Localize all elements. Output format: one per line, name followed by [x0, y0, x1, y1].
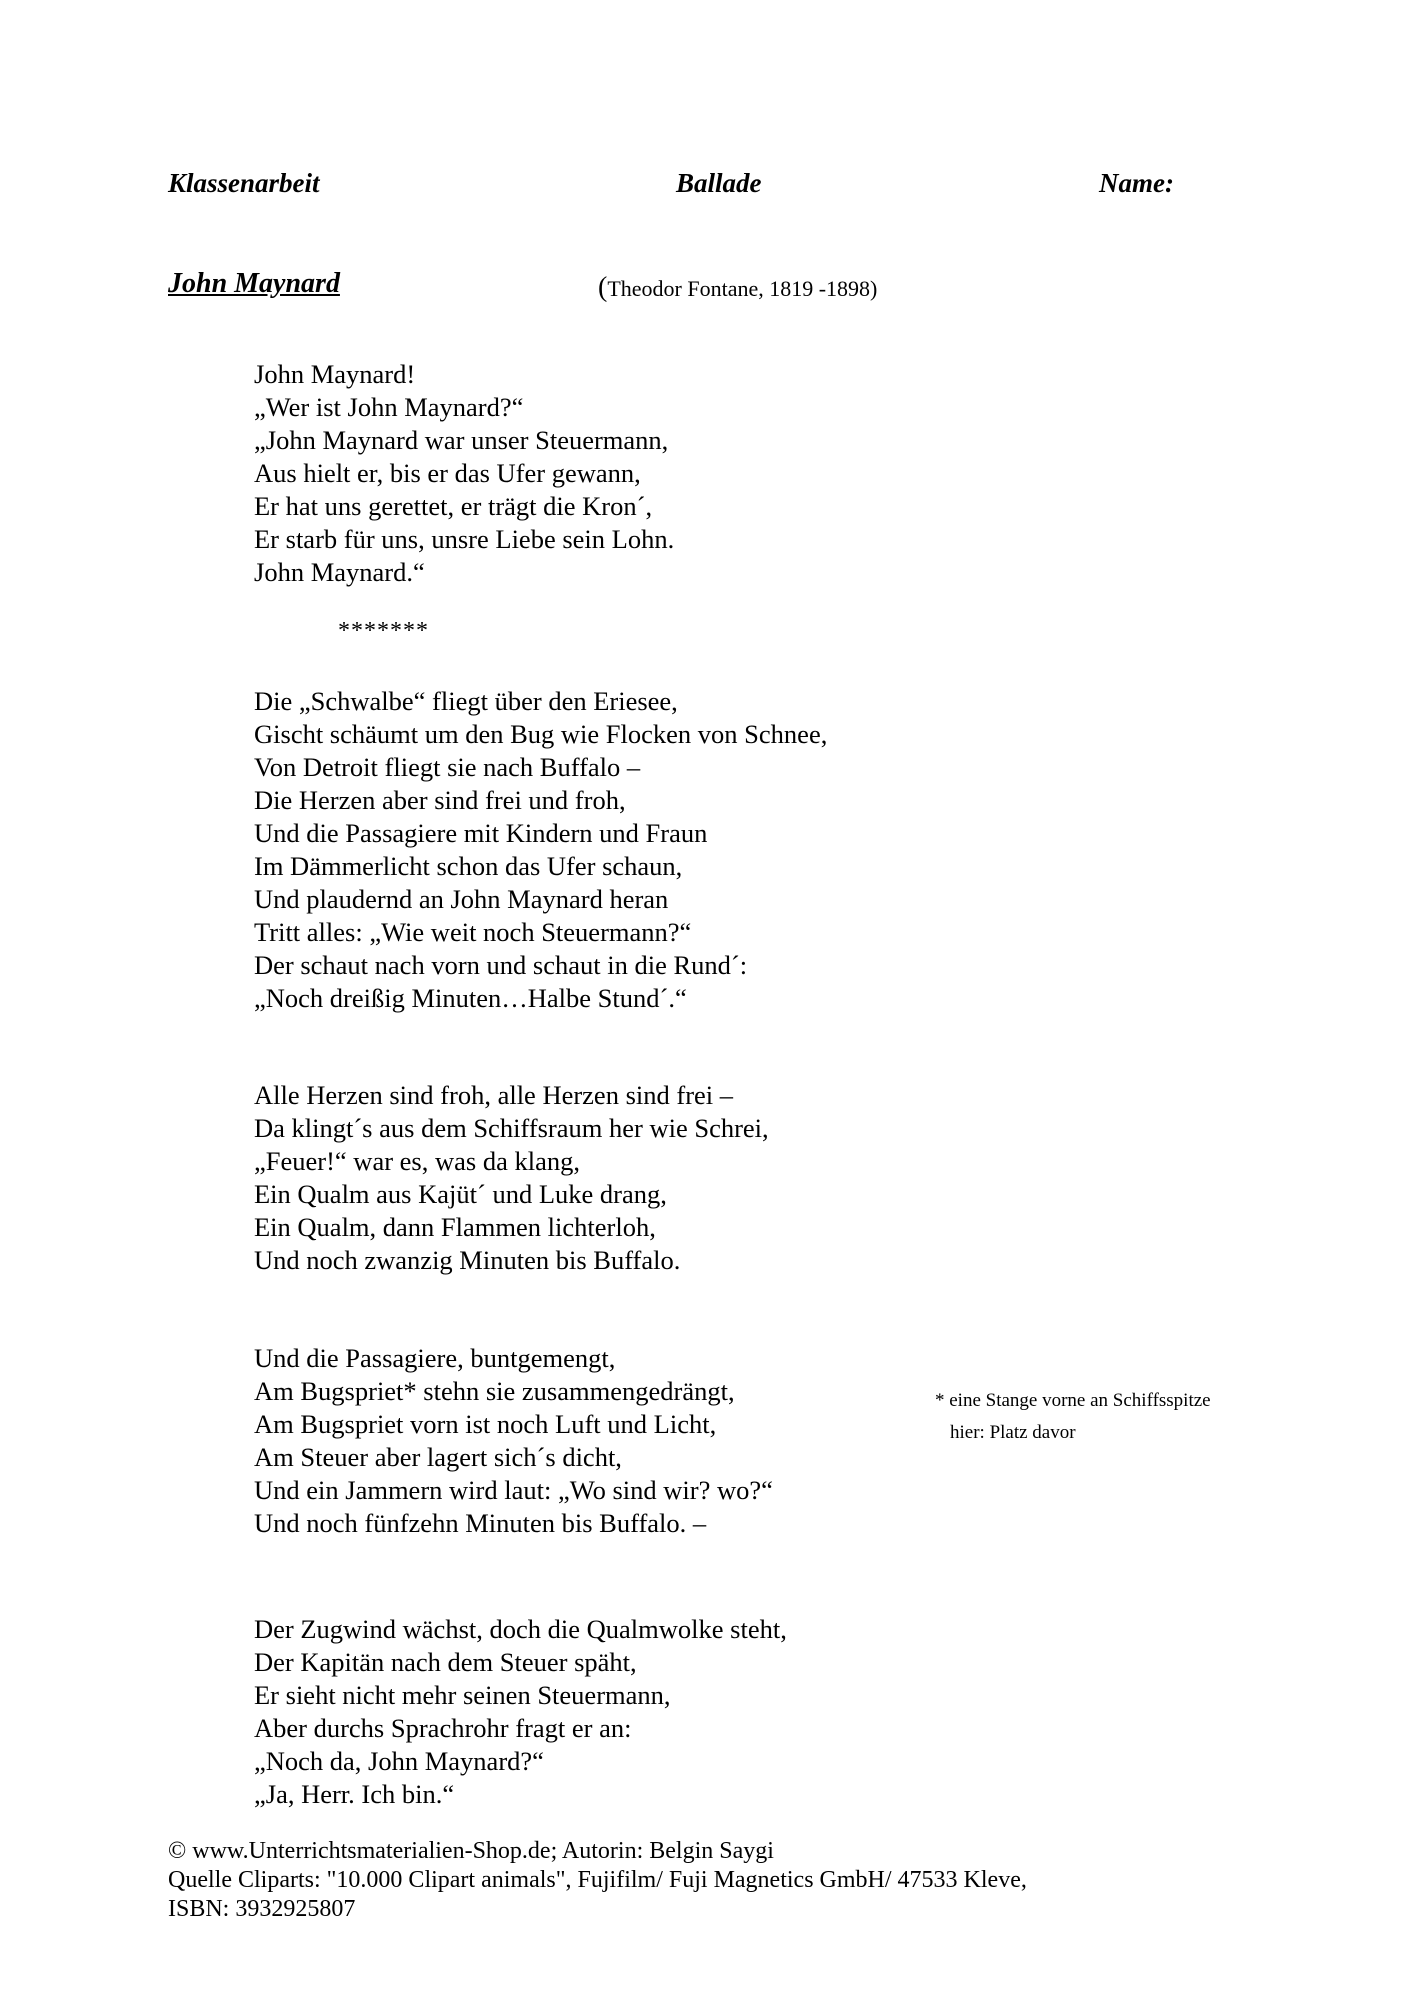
verse-line: „Noch dreißig Minuten…Halbe Stund´.“ [254, 983, 687, 1013]
stanza-4 [254, 1342, 1014, 1540]
verse-line: Tritt alles: „Wie weit noch Steuermann?“ [254, 917, 692, 947]
verse-line: Am Steuer aber lagert sich´s dicht, [254, 1442, 622, 1472]
header-center: Ballade [676, 168, 762, 198]
verse-line: „Feuer!“ war es, was da klang, [254, 1146, 580, 1176]
footer-copyright: © www.Unterrichtsmaterialien-Shop.de; Autorin: Belgin Saygi [168, 1838, 774, 1864]
verse-line: Ein Qualm, dann Flammen lichterloh, [254, 1212, 656, 1242]
verse-line: Und ein Jammern wird laut: „Wo sind wir? wo?“ [254, 1475, 773, 1505]
verse-line: Der Kapitän nach dem Steuer späht, [254, 1647, 637, 1677]
stanza-1 [254, 358, 1014, 589]
verse-line: Und die Passagiere, buntgemengt, [254, 1343, 616, 1373]
verse-line: John Maynard! [254, 359, 416, 389]
footer [168, 1837, 1027, 1924]
verse-line: Im Dämmerlicht schon das Ufer schaun, [254, 851, 683, 881]
verse-line: Der schaut nach vorn und schaut in die Rund´: [254, 950, 748, 980]
verse-line: „Noch da, John Maynard?“ [254, 1746, 544, 1776]
verse-line: Aber durchs Sprachrohr fragt er an: [254, 1713, 632, 1743]
verse-line: Ein Qualm aus Kajüt´ und Luke drang, [254, 1179, 667, 1209]
author-text: Theodor Fontane, 1819 -1898) [607, 276, 878, 301]
verse-line: Die „Schwalbe“ fliegt über den Eriesee, [254, 686, 678, 716]
title-line [168, 268, 1268, 308]
stanza-5 [254, 1613, 1014, 1811]
verse-line: „Ja, Herr. Ich bin.“ [254, 1779, 455, 1809]
poem-title: John Maynard [168, 268, 340, 299]
verse-line: Und die Passagiere mit Kindern und Fraun [254, 818, 708, 848]
verse-line: Und noch fünfzehn Minuten bis Buffalo. – [254, 1508, 707, 1538]
author-credit [598, 272, 877, 304]
verse-line: Und plaudernd an John Maynard heran [254, 884, 669, 914]
verse-line: Da klingt´s aus dem Schiffsraum her wie Schrei, [254, 1113, 769, 1143]
verse-line: Er hat uns gerettet, er trägt die Kron´, [254, 491, 653, 521]
footnote-hier: hier: Platz davor [950, 1422, 1076, 1443]
verse-line: „Wer ist John Maynard?“ [254, 392, 524, 422]
footer-clipart-source: Quelle Cliparts: "10.000 Clipart animals", Fujifilm/ Fuji Magnetics GmbH/ 47533 Kleve, [168, 1867, 1027, 1893]
stanza-2 [254, 685, 1014, 1015]
verse-line: Und noch zwanzig Minuten bis Buffalo. [254, 1245, 681, 1275]
verse-line: Der Zugwind wächst, doch die Qualmwolke steht, [254, 1614, 787, 1644]
author-open-paren: ( [598, 272, 608, 303]
header-left: Klassenarbeit [168, 168, 320, 198]
verse-line: Er sieht nicht mehr seinen Steuermann, [254, 1680, 671, 1710]
verse-line: Am Bugspriet vorn ist noch Luft und Licht, [254, 1409, 717, 1439]
header-name-label: Name: [1099, 168, 1174, 198]
verse-line: Von Detroit fliegt sie nach Buffalo – [254, 752, 641, 782]
footer-isbn: ISBN: 3932925807 [168, 1896, 356, 1922]
footnote-bugspriet: * eine Stange vorne an Schiffsspitze [935, 1390, 1211, 1411]
verse-line: Er starb für uns, unsre Liebe sein Lohn. [254, 524, 675, 554]
stanza-separator: ******* [338, 618, 429, 644]
verse-line: Alle Herzen sind froh, alle Herzen sind frei – [254, 1080, 734, 1110]
verse-line: Die Herzen aber sind frei und froh, [254, 785, 626, 815]
verse-line: „John Maynard war unser Steuermann, [254, 425, 669, 455]
verse-line: John Maynard.“ [254, 557, 425, 587]
verse-line: Gischt schäumt um den Bug wie Flocken von Schnee, [254, 719, 828, 749]
verse-line: Aus hielt er, bis er das Ufer gewann, [254, 458, 641, 488]
stanza-3 [254, 1079, 1014, 1277]
verse-line: Am Bugspriet* stehn sie zusammengedrängt, [254, 1376, 735, 1406]
